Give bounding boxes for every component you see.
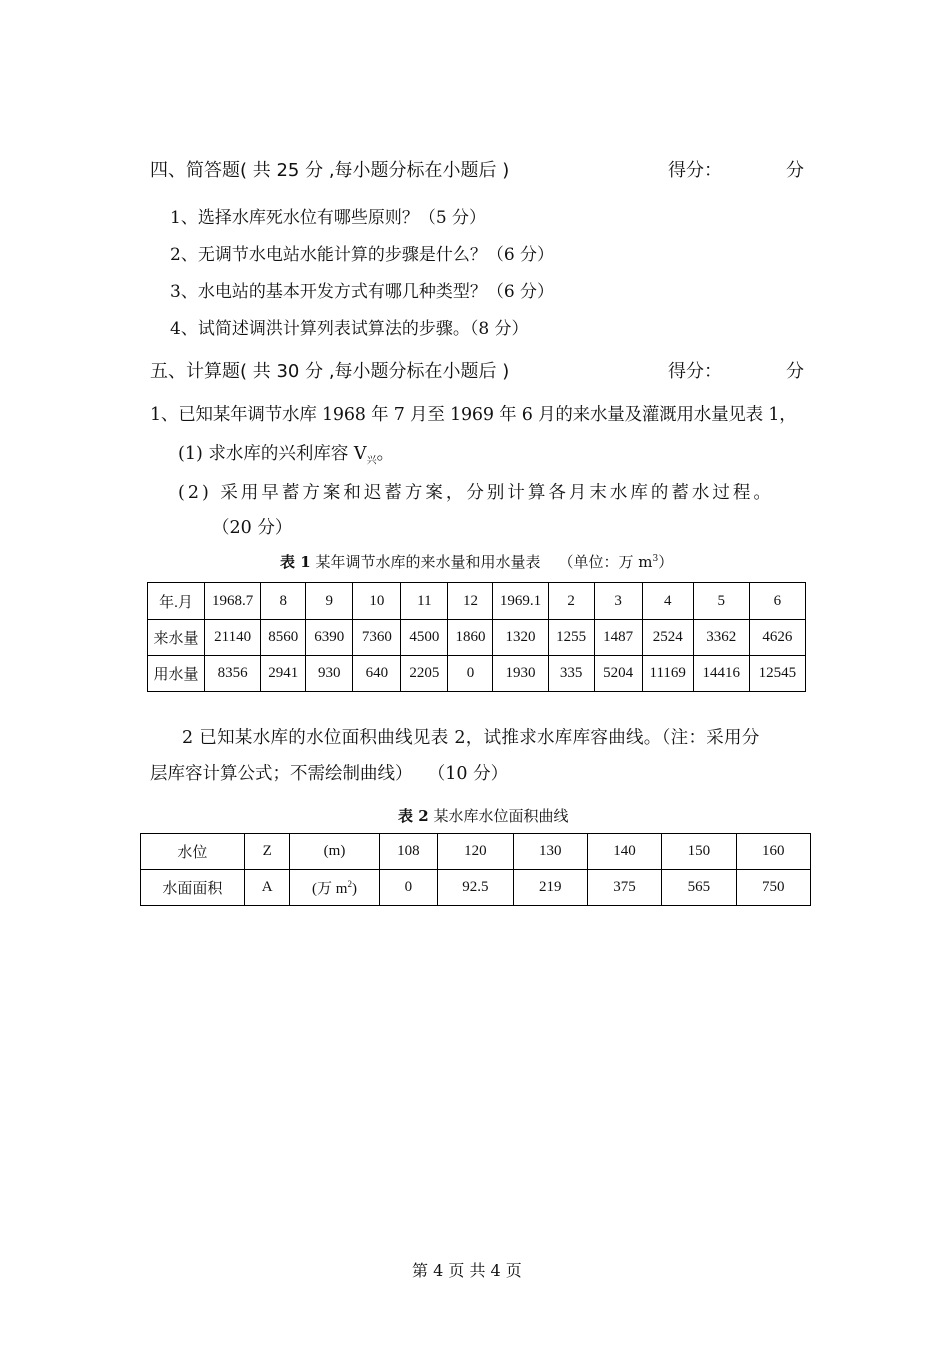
question-4-4: 4、试简述调洪计算列表试算法的步骤。（8 分） bbox=[170, 319, 529, 339]
table-cell: 335 bbox=[548, 656, 594, 692]
table-cell: 11169 bbox=[642, 656, 693, 692]
table-cell: 150 bbox=[662, 834, 736, 870]
table-cell: 10 bbox=[353, 583, 401, 620]
table-2-row-area bbox=[141, 870, 811, 906]
table-1-unit-sup: 3 bbox=[652, 554, 659, 564]
table-1-caption-label: 表 1 bbox=[280, 553, 311, 571]
table-cell: 4500 bbox=[401, 620, 448, 656]
table-cell: 14416 bbox=[693, 656, 749, 692]
table-cell: 750 bbox=[736, 870, 810, 906]
table-cell: 0 bbox=[448, 656, 493, 692]
table-1-unit bbox=[558, 553, 673, 571]
section-5-score-unit: 分 bbox=[786, 361, 804, 382]
table-cell: 8560 bbox=[261, 620, 306, 656]
table-cell: 年.月 bbox=[148, 583, 205, 620]
page-footer: 第 4 页 共 4 页 bbox=[412, 1261, 522, 1280]
table-cell: (m) bbox=[290, 834, 379, 870]
table-cell: 来水量 bbox=[148, 620, 205, 656]
question-4-2: 2、无调节水电站水能计算的步骤是什么？（6 分） bbox=[170, 245, 555, 265]
table-cell: 2524 bbox=[642, 620, 693, 656]
table-cell: 219 bbox=[513, 870, 587, 906]
table-cell: A bbox=[244, 870, 290, 906]
section-5-title: 五、计算题( 共 30 分 ,每小题分标在小题后 ) bbox=[150, 361, 510, 382]
table-1-unit-text: （单位：万 m bbox=[558, 553, 653, 571]
table-1-header-row bbox=[148, 583, 806, 620]
table-cell: 9 bbox=[306, 583, 353, 620]
table-cell: 4626 bbox=[749, 620, 805, 656]
table-cell: 4 bbox=[642, 583, 693, 620]
table-cell: 3 bbox=[594, 583, 642, 620]
table-cell: 130 bbox=[513, 834, 587, 870]
table-cell: 1487 bbox=[594, 620, 642, 656]
question-5-1-stem: 1、已知某年调节水库 1968 年 7 月至 1969 年 6 月的来水量及灌溉用水量见表 1， bbox=[150, 405, 797, 425]
table-cell: 2 bbox=[548, 583, 594, 620]
table-cell: Z bbox=[244, 834, 290, 870]
table-cell: 1968.7 bbox=[205, 583, 261, 620]
question-5-1-part2: (2) 采用早蓄方案和迟蓄方案，分别计算各月末水库的蓄水过程。 bbox=[178, 483, 774, 503]
table-cell bbox=[290, 870, 379, 906]
question-5-2-line2-text: 层库容计算公式；不需绘制曲线） bbox=[150, 764, 413, 784]
table-cell: 1930 bbox=[493, 656, 548, 692]
table-cell: 水位 bbox=[141, 834, 245, 870]
table-cell: 160 bbox=[736, 834, 810, 870]
area-unit-end: ) bbox=[351, 881, 357, 897]
table-cell: 92.5 bbox=[438, 870, 513, 906]
table-cell: 8356 bbox=[205, 656, 261, 692]
question-5-2-line2 bbox=[150, 760, 508, 785]
table-2-caption-label: 表 2 bbox=[398, 807, 429, 825]
table-1-unit-end: ） bbox=[658, 553, 674, 571]
table-cell: 7360 bbox=[353, 620, 401, 656]
table-cell: 用水量 bbox=[148, 656, 205, 692]
part1-text: (1) 求水库的兴利库容 V bbox=[178, 444, 367, 464]
table-cell: 375 bbox=[587, 870, 661, 906]
table-cell: 565 bbox=[662, 870, 736, 906]
table-cell: 12 bbox=[448, 583, 493, 620]
table-cell: 2205 bbox=[401, 656, 448, 692]
section-4-score-unit: 分 bbox=[786, 160, 804, 181]
table-1-caption bbox=[280, 551, 673, 572]
table-2-caption-text: 某水库水位面积曲线 bbox=[428, 807, 569, 825]
area-unit-sup: 2 bbox=[347, 879, 352, 889]
question-5-2-line1: 2 已知某水库的水位面积曲线见表 2，试推求水库库容曲线。（注：采用分 bbox=[182, 728, 760, 748]
part1-subscript: 兴 bbox=[366, 455, 377, 467]
section-5-score-label: 得分： bbox=[668, 361, 722, 382]
table-cell: 21140 bbox=[205, 620, 261, 656]
table-cell: 1255 bbox=[548, 620, 594, 656]
table-2-caption bbox=[398, 805, 568, 826]
section-4-title: 四、简答题( 共 25 分 ,每小题分标在小题后 ) bbox=[150, 160, 510, 181]
table-1-caption-text: 某年调节水库的来水量和用水量表 bbox=[310, 553, 541, 571]
table-1 bbox=[147, 582, 806, 692]
question-4-3: 3、水电站的基本开发方式有哪几种类型？（6 分） bbox=[170, 282, 555, 302]
question-5-1-points: （20 分） bbox=[212, 518, 293, 538]
question-5-1-part1 bbox=[178, 440, 394, 467]
table-cell: 12545 bbox=[749, 656, 805, 692]
table-cell: 8 bbox=[261, 583, 306, 620]
question-5-2-points: （10 分） bbox=[436, 764, 509, 784]
table-cell: 1320 bbox=[493, 620, 548, 656]
table-cell: 640 bbox=[353, 656, 401, 692]
table-cell: 5204 bbox=[594, 656, 642, 692]
table-cell: 11 bbox=[401, 583, 448, 620]
table-1-row-inflow bbox=[148, 620, 806, 656]
table-2-row-level bbox=[141, 834, 811, 870]
table-cell: 930 bbox=[306, 656, 353, 692]
table-cell: 1860 bbox=[448, 620, 493, 656]
table-cell: 5 bbox=[693, 583, 749, 620]
table-cell: 2941 bbox=[261, 656, 306, 692]
table-cell: 140 bbox=[587, 834, 661, 870]
table-2 bbox=[140, 833, 811, 906]
section-4-score-label: 得分： bbox=[668, 160, 722, 181]
area-unit-text: (万 m bbox=[312, 881, 348, 897]
table-cell: 水面面积 bbox=[141, 870, 245, 906]
table-cell: 6 bbox=[749, 583, 805, 620]
table-cell: 108 bbox=[379, 834, 438, 870]
table-cell: 1969.1 bbox=[493, 583, 548, 620]
question-4-1: 1、选择水库死水位有哪些原则？（5 分） bbox=[170, 208, 487, 228]
table-cell: 0 bbox=[379, 870, 438, 906]
part1-end: 。 bbox=[376, 444, 395, 464]
table-cell: 6390 bbox=[306, 620, 353, 656]
table-cell: 120 bbox=[438, 834, 513, 870]
table-cell: 3362 bbox=[693, 620, 749, 656]
table-1-row-usage bbox=[148, 656, 806, 692]
